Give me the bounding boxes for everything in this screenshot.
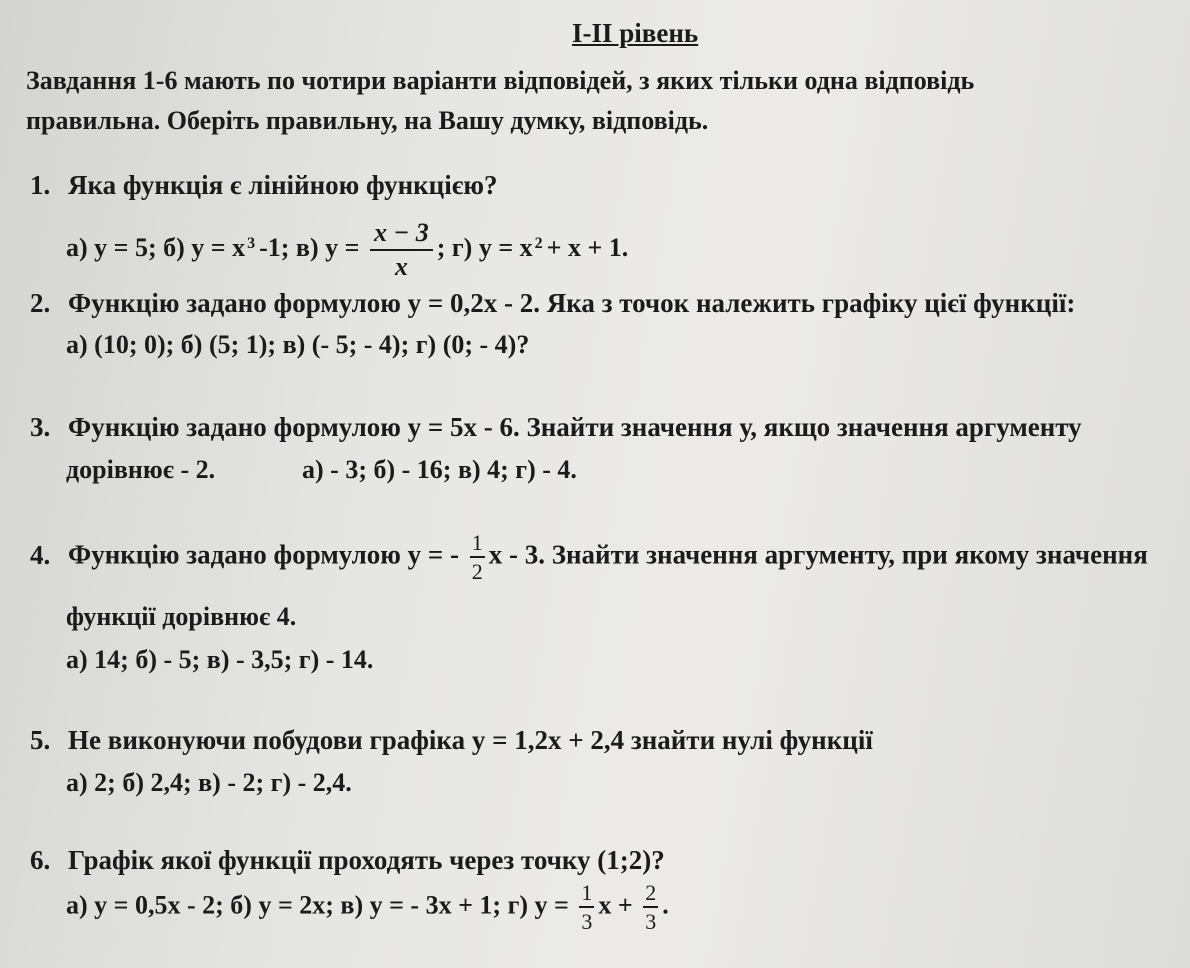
question-number: 6.: [30, 845, 51, 875]
question-4-answers: а) 14; б) - 5; в) - 3,5; г) - 14.: [66, 645, 374, 674]
question-5: [30, 725, 873, 756]
instructions-line-1: Завдання 1-6 мають по чотири варіанти відповідей, з яких тільки одна відповідь: [26, 66, 975, 95]
question-number: 2.: [30, 288, 51, 318]
fraction-denominator: 3: [645, 909, 657, 934]
question-2-answers: а) (10; 0); б) (5; 1); в) (- 5; - 4); г) (0; - 4)?: [66, 330, 530, 359]
question-number: 4.: [30, 539, 51, 570]
fraction-numerator: 2: [643, 882, 658, 908]
question-text: Яка функція є лінійною функцією?: [68, 170, 498, 200]
question-number: 3.: [30, 412, 51, 442]
answer-text: х +: [598, 890, 633, 920]
fraction: [470, 532, 485, 583]
question-number: 1.: [30, 170, 51, 200]
exponent: 3: [247, 234, 256, 252]
answer-text: а) у = 5; б) у = х: [66, 232, 246, 262]
question-1: [30, 170, 498, 201]
question-5-answers: а) 2; б) 2,4; в) - 2; г) - 2,4.: [66, 768, 352, 797]
fraction: [370, 220, 433, 280]
fraction-denominator: 3: [581, 909, 593, 934]
exponent: 2: [534, 234, 543, 252]
question-3-answers: а) - 3; б) - 16; в) 4; г) - 4.: [302, 455, 577, 484]
question-3-continuation: дорівнює - 2.: [66, 455, 216, 484]
fraction-numerator: 1: [579, 882, 594, 908]
question-1-answers: [66, 220, 628, 280]
answer-text: а) у = 0,5х - 2; б) у = 2х; в) у = - 3х + 1; г) у =: [66, 890, 569, 920]
question-4-continuation: функції дорівнює 4.: [66, 602, 297, 631]
instructions-line-2: правильна. Оберіть правильну, на Вашу думку, відповідь.: [26, 106, 709, 135]
fraction: [643, 882, 658, 933]
question-text: Графік якої функції проходять через точку (1;2)?: [68, 845, 665, 875]
question-6-answers: [66, 882, 669, 933]
question-4: [30, 532, 1148, 583]
question-text: Функцію задано формулою у = 5х - 6. Знайти значення у, якщо значення аргументу: [68, 412, 1082, 442]
fraction-numerator: x − 3: [370, 220, 433, 251]
question-2: [30, 288, 1075, 319]
question-text: Функцію задано формулою у = 0,2х - 2. Яка з точок належить графіку цієї функції:: [68, 288, 1076, 318]
fraction-denominator: 2: [471, 559, 483, 584]
answer-text: + х + 1.: [546, 232, 629, 262]
level-heading: І-ІІ рівень: [572, 18, 699, 48]
question-text: Функцію задано формулою у = -: [68, 539, 459, 570]
question-number: 5.: [30, 725, 51, 755]
fraction: [579, 882, 594, 933]
answer-text: .: [662, 890, 669, 920]
question-3: [30, 412, 1082, 443]
answer-text: ; г) у = х: [436, 232, 533, 262]
question-text: Не виконуючи побудови графіка у = 1,2х + 2,4 знайти нулі функції: [68, 725, 873, 755]
fraction-numerator: 1: [470, 532, 485, 558]
answer-text: -1; в) у =: [259, 232, 360, 262]
fraction-denominator: x: [394, 252, 408, 281]
question-text: х - 3. Знайти значення аргументу, при якому значення: [488, 539, 1148, 570]
question-6: [30, 845, 665, 876]
